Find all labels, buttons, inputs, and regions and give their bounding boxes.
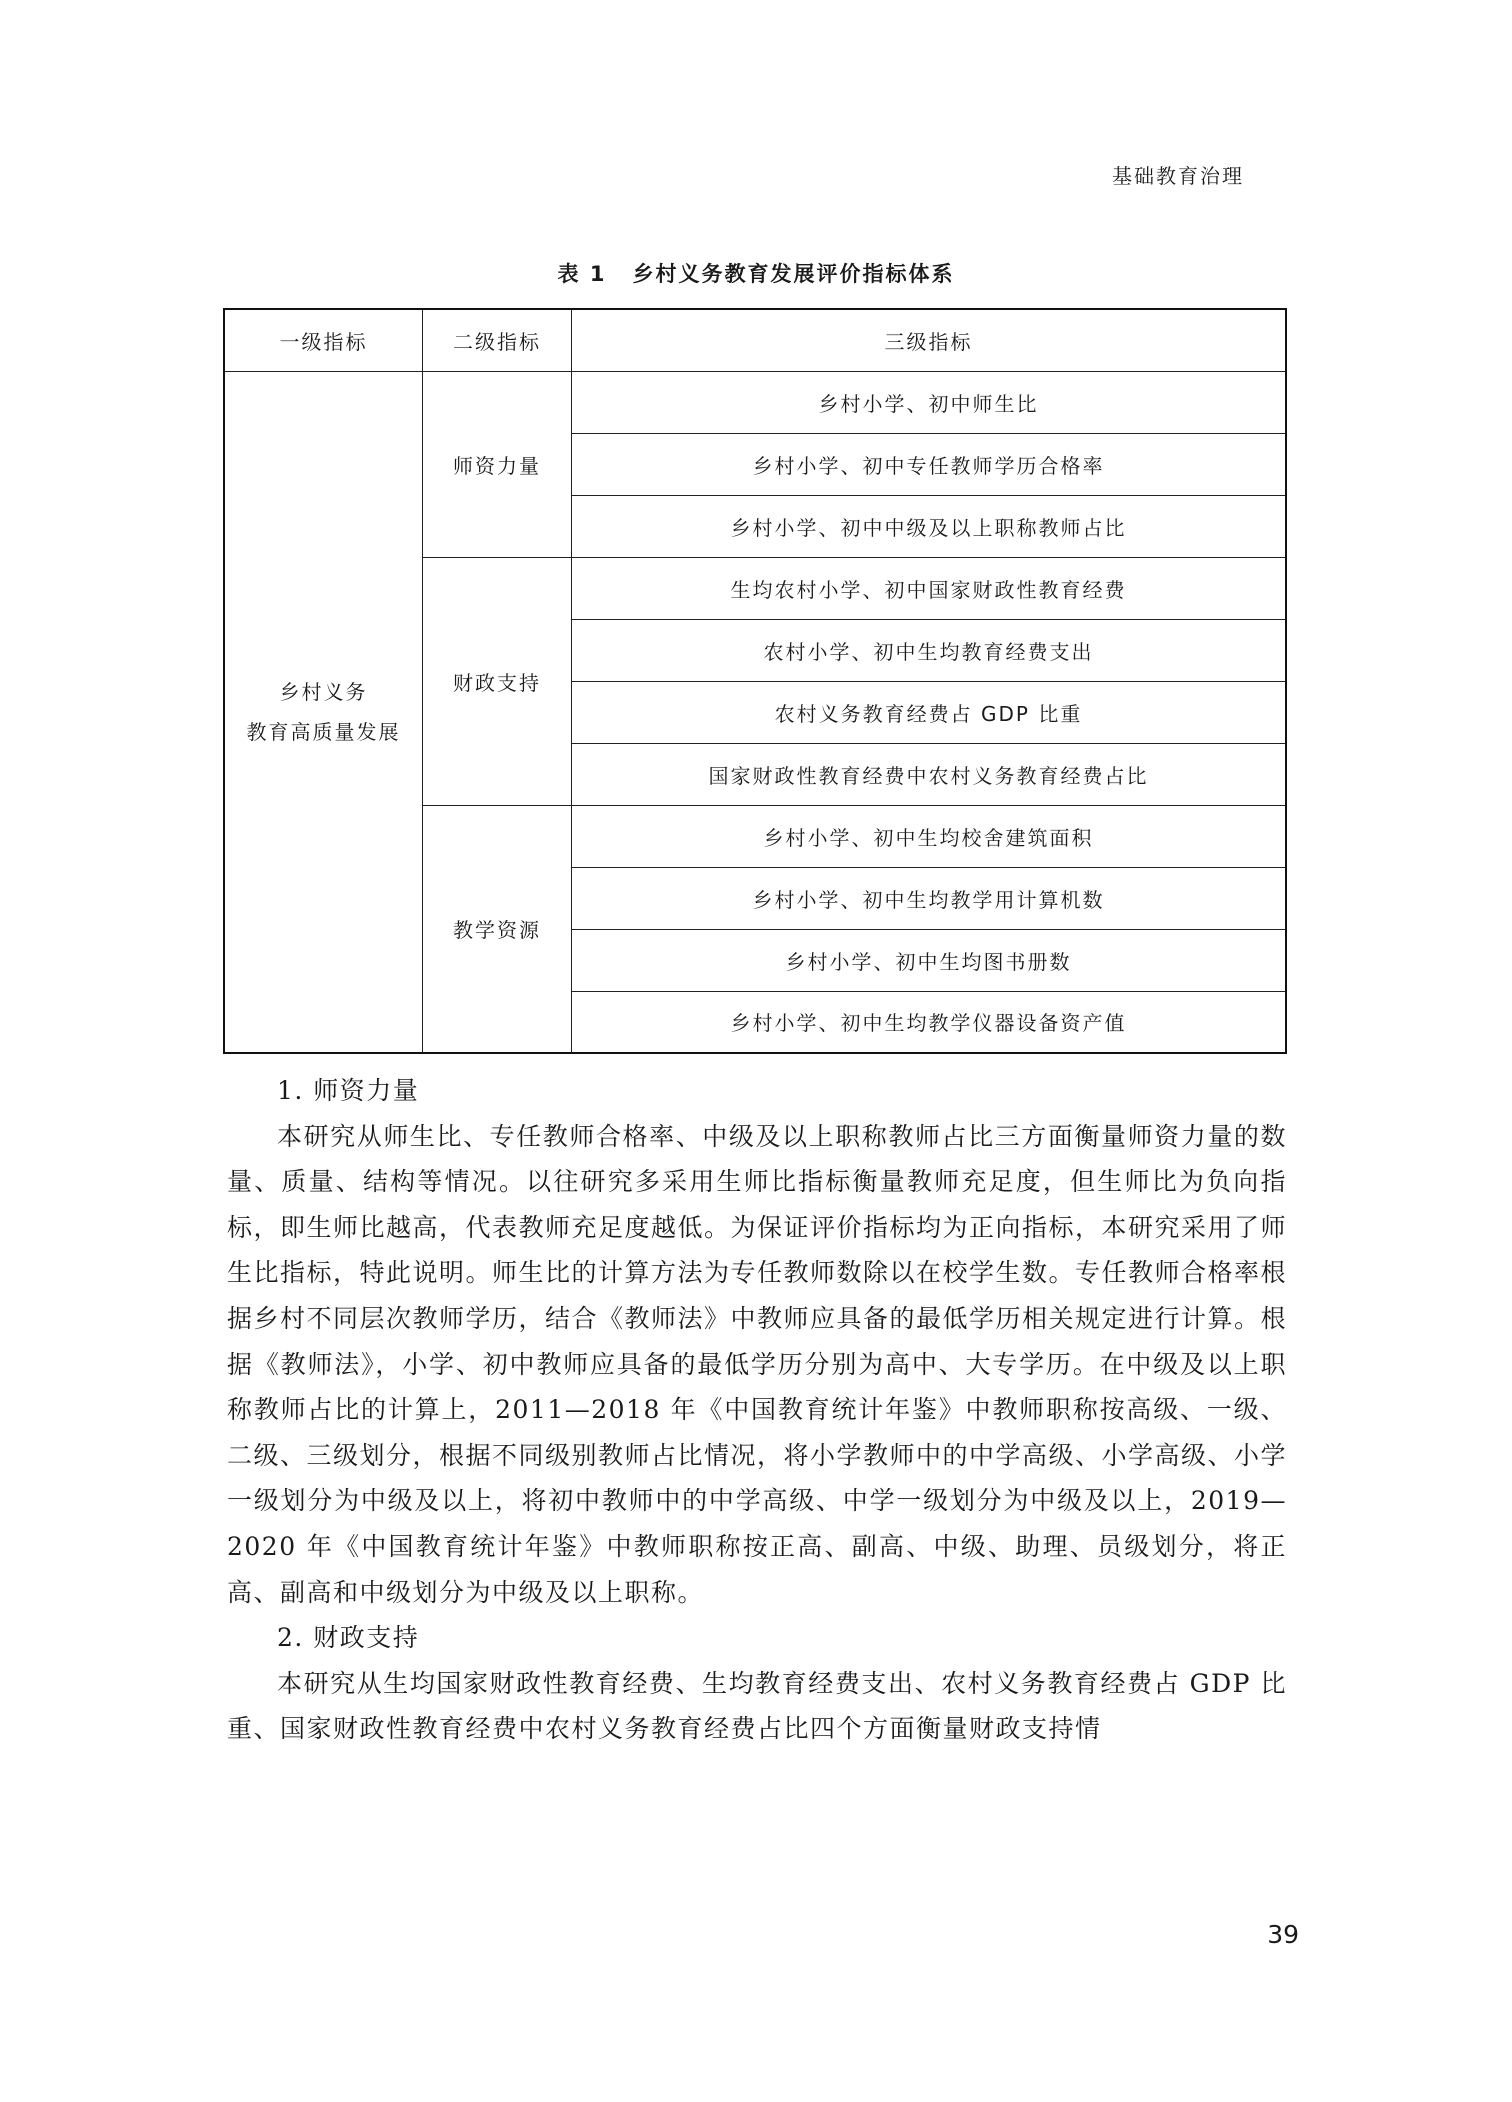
level3-cell: 乡村小学、初中生均图书册数 (572, 929, 1287, 991)
level2-cell-finance: 财政支持 (423, 557, 572, 805)
level3-cell: 乡村小学、初中生均教学仪器设备资产值 (572, 991, 1287, 1053)
indicator-table (223, 308, 1287, 1054)
header-level1: 一级指标 (224, 309, 423, 371)
level3-cell: 乡村小学、初中生均教学用计算机数 (572, 867, 1287, 929)
level1-label-line1: 乡村义务 (279, 679, 368, 704)
table-caption-label: 表 1 (557, 262, 607, 286)
section-paragraph: 本研究从生均国家财政性教育经费、生均教育经费支出、农村义务教育经费占 GDP 比重、国家财政性教育经费中农村义务教育经费占比四个方面衡量财政支持情 (227, 1668, 1287, 1744)
table-row (224, 371, 1286, 433)
running-head: 基础教育治理 (1112, 164, 1244, 188)
level3-cell: 乡村小学、初中中级及以上职称教师占比 (572, 495, 1287, 557)
body-text (227, 1068, 1287, 1752)
level1-cell (224, 371, 423, 1053)
level3-cell: 农村小学、初中生均教育经费支出 (572, 619, 1287, 681)
section-heading: 1. 师资力量 (277, 1076, 420, 1105)
level2-cell-resources: 教学资源 (423, 805, 572, 1053)
level1-label-line2: 教育高质量发展 (246, 719, 401, 744)
level3-cell: 乡村小学、初中师生比 (572, 371, 1287, 433)
header-level3: 三级指标 (572, 309, 1287, 371)
table-caption-title: 乡村义务教育发展评价指标体系 (632, 262, 955, 286)
header-level2: 二级指标 (423, 309, 572, 371)
level3-cell: 国家财政性教育经费中农村义务教育经费占比 (572, 743, 1287, 805)
level3-cell: 生均农村小学、初中国家财政性教育经费 (572, 557, 1287, 619)
page-number: 39 (1267, 1920, 1299, 1949)
level2-cell-teachers: 师资力量 (423, 371, 572, 557)
level3-cell: 农村义务教育经费占 GDP 比重 (572, 681, 1287, 743)
section-paragraph: 本研究从师生比、专任教师合格率、中级及以上职称教师占比三方面衡量师资力量的数量、质量、结构等情况。以往研究多采用生师比指标衡量教师充足度，但生师比为负向指标，即生师比越高，代表教师充足度越低。为保证评价指标均为正向指标，本研究采用了师生比指标，特此说明。师生比的计算方法为专任教师数除以在校学生数。专任教师合格率根据乡村不同层次教师学历，结合《教师法》中教师应具备的最低学历相关规定进行计算。根据《教师法》，小学、初中教师应具备的最低学历分别为高中、大专学历。在中级及以上职称教师占比的计算上，2011—2018 年《中国教育统计年鉴》中教师职称按高级、一级、二级、三级划分，根据不同级别教师占比情况，将小学教师中的中学高级、小学高级、小学一级划分为中级及以上，将初中教师中的中学高级、中学一级划分为中级及以上，2019—2020 年《中国教育统计年鉴》中教师职称按正高、副高、中级、助理、员级划分，将正高、副高和中级划分为中级及以上职称。 (227, 1121, 1288, 1607)
level3-cell: 乡村小学、初中专任教师学历合格率 (572, 433, 1287, 495)
table-caption (0, 258, 1512, 288)
section-heading: 2. 财政支持 (277, 1623, 420, 1653)
table-header-row (224, 309, 1286, 371)
level3-cell: 乡村小学、初中生均校舍建筑面积 (572, 805, 1287, 867)
